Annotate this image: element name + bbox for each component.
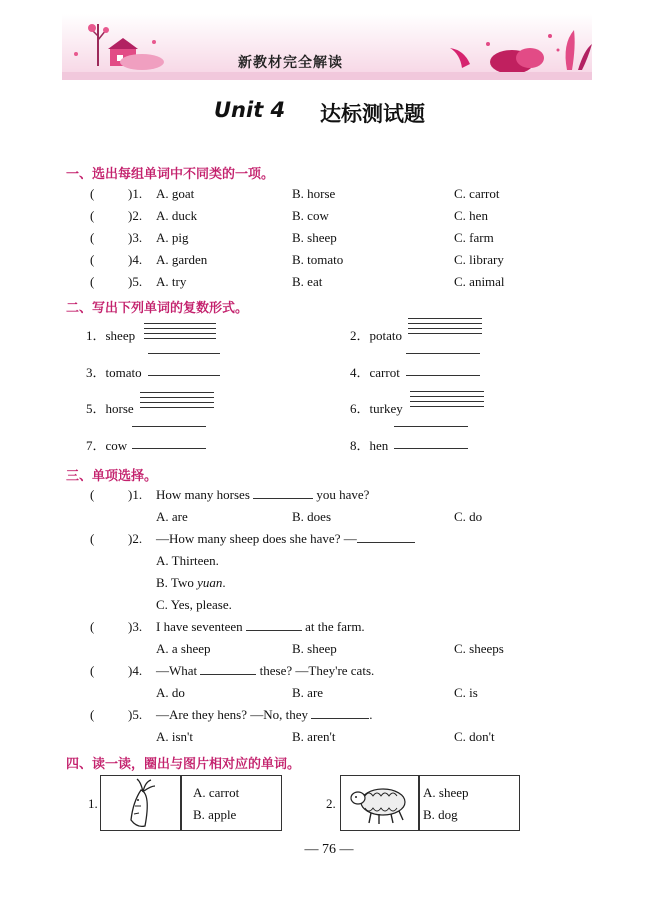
question-number: )5.: [128, 274, 143, 289]
answer-paren[interactable]: (: [90, 663, 95, 678]
question-number: )1.: [128, 487, 143, 502]
question-number: )4.: [128, 663, 143, 678]
options-box-2: [418, 775, 520, 831]
question-text-pre: —What: [156, 663, 198, 678]
question-number: )3.: [128, 619, 143, 634]
option-b-italic: yuan: [197, 575, 223, 590]
question-text: [156, 663, 374, 679]
banner-title: 新教材完全解读: [238, 55, 343, 71]
option-b: B. sheep: [292, 641, 337, 656]
answer-blank[interactable]: [200, 673, 256, 675]
question-text-post: you have?: [316, 487, 370, 502]
question-number: )5.: [128, 707, 143, 722]
option-b: B. horse: [292, 186, 336, 201]
option-b: [156, 575, 226, 591]
question-text-pre: How many horses: [156, 487, 250, 502]
option-a: A. Thirteen.: [156, 553, 219, 568]
question-number: )2.: [128, 531, 143, 546]
picture-item-number: 1.: [88, 796, 98, 811]
plural-word-label: 6．turkey: [350, 401, 403, 416]
section4-heading: 四、读一读，圈出与图片相对应的单词。: [66, 757, 301, 772]
option-a[interactable]: A. sheep: [423, 785, 469, 800]
answer-paren[interactable]: (: [90, 186, 95, 201]
option-b-post: .: [222, 575, 226, 590]
answer-blank[interactable]: [246, 629, 302, 631]
option-b: B. cow: [292, 208, 329, 223]
picture-item-number: 2.: [326, 796, 336, 811]
option-b: B. eat: [292, 274, 323, 289]
carrot-icon: [101, 776, 181, 830]
picture-box-sheep: [340, 775, 420, 831]
section2-heading: 二、写出下列单词的复数形式。: [66, 301, 249, 316]
question-number: )1.: [128, 186, 143, 201]
section1-heading: 一、选出每组单词中不同类的一项。: [66, 167, 275, 182]
answer-paren[interactable]: (: [90, 252, 95, 267]
option-c: C. Yes, please.: [156, 597, 232, 612]
question-text: [156, 707, 373, 723]
question-text-post: these? —They're cats.: [259, 663, 375, 678]
option-a: A. garden: [156, 252, 208, 267]
option-c: C. don't: [454, 729, 495, 744]
plural-word-label: 2．potato: [350, 328, 402, 343]
plural-word-label: 4．carrot: [350, 365, 400, 380]
plural-word-label: 5．horse: [86, 401, 134, 416]
question-number: )3.: [128, 230, 143, 245]
option-a: A. goat: [156, 186, 195, 201]
option-b[interactable]: B. dog: [423, 807, 458, 822]
question-text-post: at the farm.: [305, 619, 365, 634]
answer-paren[interactable]: (: [90, 208, 95, 223]
option-c: C. hen: [454, 208, 488, 223]
unit-title: Unit 4: [214, 98, 286, 122]
question-text-pre: I have seventeen: [156, 619, 243, 634]
option-c: C. do: [454, 509, 483, 524]
plural-word-label: 8．hen: [350, 438, 389, 453]
option-b: B. aren't: [292, 729, 336, 744]
question-text-pre: —Are they hens? —No, they: [156, 707, 308, 722]
question-text: [156, 531, 415, 547]
option-b-pre: B. Two: [156, 575, 198, 590]
question-number: )4.: [128, 252, 143, 267]
question-text: [156, 619, 365, 635]
banner-underline: [62, 72, 592, 80]
option-a: A. are: [156, 509, 188, 524]
answer-paren[interactable]: (: [90, 274, 95, 289]
answer-blank[interactable]: [311, 717, 369, 719]
answer-paren[interactable]: (: [90, 619, 95, 634]
option-c: C. carrot: [454, 186, 500, 201]
plural-word-label: 1．sheep: [86, 328, 136, 343]
test-title: 达标测试题: [320, 101, 425, 126]
option-c: C. library: [454, 252, 504, 267]
answer-paren[interactable]: (: [90, 707, 95, 722]
option-b: B. does: [292, 509, 331, 524]
answer-blank[interactable]: [357, 541, 415, 543]
plural-word-label: 7．cow: [86, 438, 128, 453]
option-b: B. sheep: [292, 230, 337, 245]
question-text-pre: —How many sheep does she have? —: [156, 531, 357, 546]
option-c: C. animal: [454, 274, 505, 289]
question-text-post: .: [369, 707, 373, 722]
answer-paren[interactable]: (: [90, 230, 95, 245]
sheep-icon: [341, 776, 419, 830]
option-a: A. do: [156, 685, 185, 700]
option-a: A. duck: [156, 208, 198, 223]
answer-paren[interactable]: (: [90, 487, 95, 502]
question-text: [156, 487, 369, 503]
page-number: — 76 —: [304, 842, 354, 857]
option-a: A. pig: [156, 230, 189, 245]
answer-blank[interactable]: [253, 497, 313, 499]
options-box-1: [180, 775, 282, 831]
option-b: B. are: [292, 685, 324, 700]
option-b[interactable]: B. apple: [193, 807, 237, 822]
question-number: )2.: [128, 208, 143, 223]
option-a: A. isn't: [156, 729, 194, 744]
option-c: C. sheeps: [454, 641, 504, 656]
option-a[interactable]: A. carrot: [193, 785, 240, 800]
section3-heading: 三、单项选择。: [66, 469, 158, 484]
option-c: C. is: [454, 685, 478, 700]
option-b: B. tomato: [292, 252, 344, 267]
option-c: C. farm: [454, 230, 494, 245]
answer-paren[interactable]: (: [90, 531, 95, 546]
option-a: A. try: [156, 274, 187, 289]
plural-word-label: 3．tomato: [86, 365, 142, 380]
option-a: A. a sheep: [156, 641, 211, 656]
picture-box-carrot: [100, 775, 182, 831]
